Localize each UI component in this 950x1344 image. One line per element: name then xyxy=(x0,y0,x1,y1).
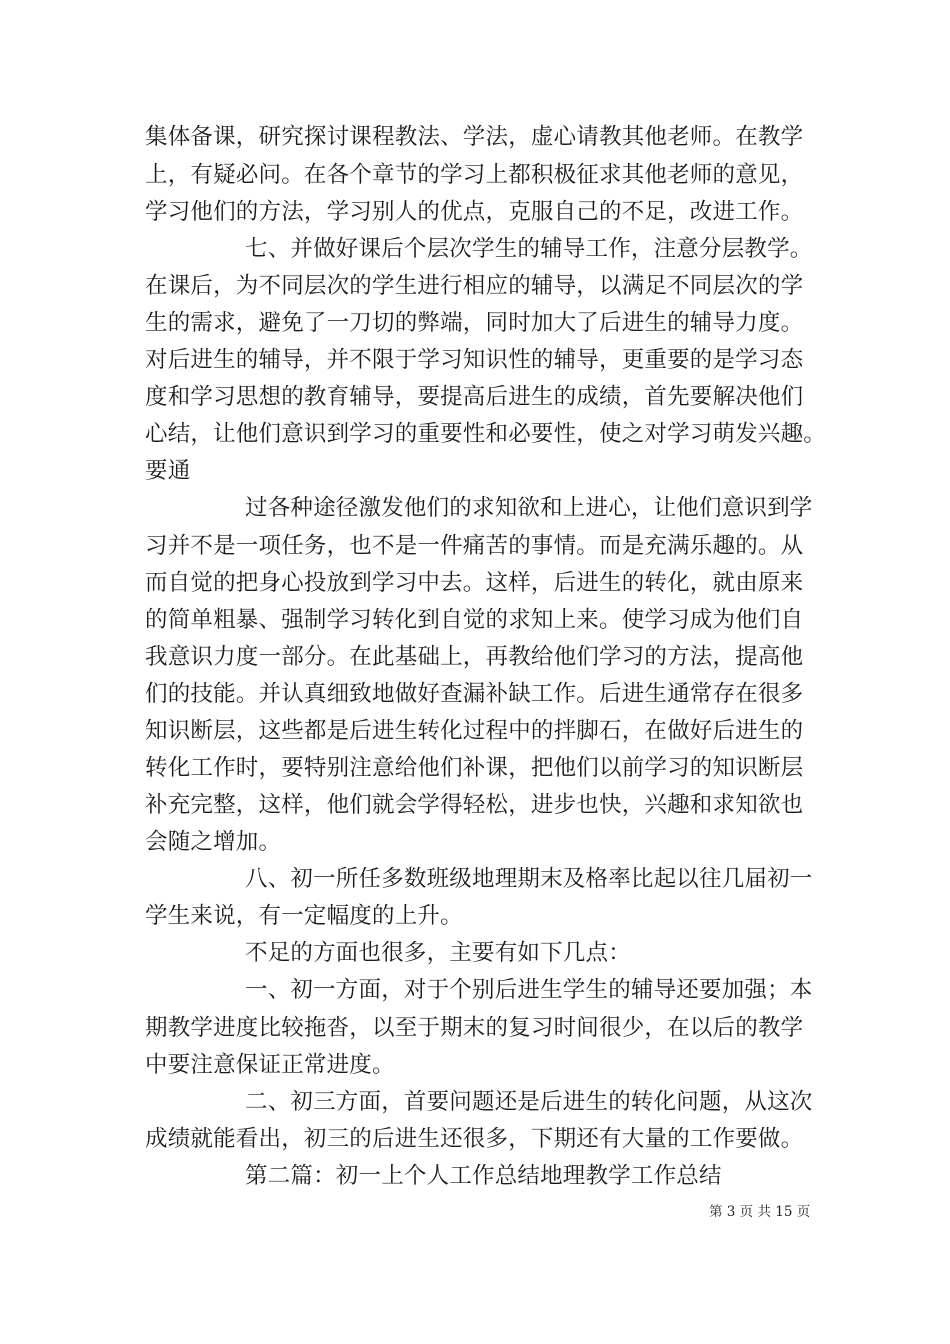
text-line: 度和学习思想的教育辅导，要提高后进生的成绩，首先要解决他们 xyxy=(145,384,804,410)
text-line: 的简单粗暴、强制学习转化到自觉的求知上来。使学习成为他们自 xyxy=(145,607,804,633)
text-line: 在课后，为不同层次的学生进行相应的辅导，以满足不同层次的学 xyxy=(145,273,804,299)
section-title: 第二篇：初一上个人工作总结地理教学工作总结 xyxy=(245,1163,722,1189)
paragraph-heading: 一、初一方面，对于个别后进生学生的辅导还要加强；本 xyxy=(245,977,813,1003)
text-line: 知识断层，这些都是后进生转化过程中的拌脚石，在做好后进生的 xyxy=(145,718,804,744)
text-line: 心结，让他们意识到学习的重要性和必要性，使之对学习萌发兴趣。 xyxy=(145,421,827,447)
text-line: 补充完整，这样，他们就会学得轻松，进步也快，兴趣和求知欲也 xyxy=(145,792,804,818)
text-line: 们的技能。并认真细致地做好查漏补缺工作。后进生通常存在很多 xyxy=(145,681,804,707)
text-line: 中要注意保证正常进度。 xyxy=(145,1052,395,1078)
text-line: 而自觉的把身心投放到学习中去。这样，后进生的转化，就由原来 xyxy=(145,570,804,596)
text-line: 学生来说，有一定幅度的上升。 xyxy=(145,903,463,929)
paragraph-heading: 不足的方面也很多，主要有如下几点： xyxy=(245,940,631,966)
text-line: 转化工作时，要特别注意给他们补课，把他们以前学习的知识断层 xyxy=(145,755,804,781)
text-line: 我意识力度一部分。在此基础上，再教给他们学习的方法，提高他 xyxy=(145,644,804,670)
paragraph-heading: 二、初三方面，首要问题还是后进生的转化问题，从这次 xyxy=(245,1089,813,1115)
text-line: 过各种途径激发他们的求知欲和上进心，让他们意识到学 xyxy=(245,495,813,521)
paragraph-heading: 七、并做好课后个层次学生的辅导工作，注意分层教学。 xyxy=(245,236,813,262)
text-line: 对后进生的辅导，并不限于学习知识性的辅导，更重要的是学习态 xyxy=(145,347,804,373)
text-line: 成绩就能看出，初三的后进生还很多，下期还有大量的工作要做。 xyxy=(145,1126,804,1152)
text-line: 上，有疑必问。在各个章节的学习上都积极征求其他老师的意见， xyxy=(145,162,804,188)
paragraph-heading: 八、初一所任多数班级地理期末及格率比起以往几届初一 xyxy=(245,866,813,892)
page-number: 第 3 页 共 15 页 xyxy=(709,1204,811,1220)
text-line: 集体备课，研究探讨课程教法、学法，虚心请教其他老师。在教学 xyxy=(145,124,804,150)
text-line: 期教学进度比较拖沓，以至于期末的复习时间很少，在以后的教学 xyxy=(145,1015,804,1041)
text-line: 生的需求，避免了一刀切的弊端，同时加大了后进生的辅导力度。 xyxy=(145,310,804,336)
text-line: 要通 xyxy=(145,458,191,484)
text-line: 学习他们的方法，学习别人的优点，克服自己的不足，改进工作。 xyxy=(145,199,804,225)
text-line: 习并不是一项任务，也不是一件痛苦的事情。而是充满乐趣的。从 xyxy=(145,533,804,559)
text-line: 会随之增加。 xyxy=(145,829,282,855)
